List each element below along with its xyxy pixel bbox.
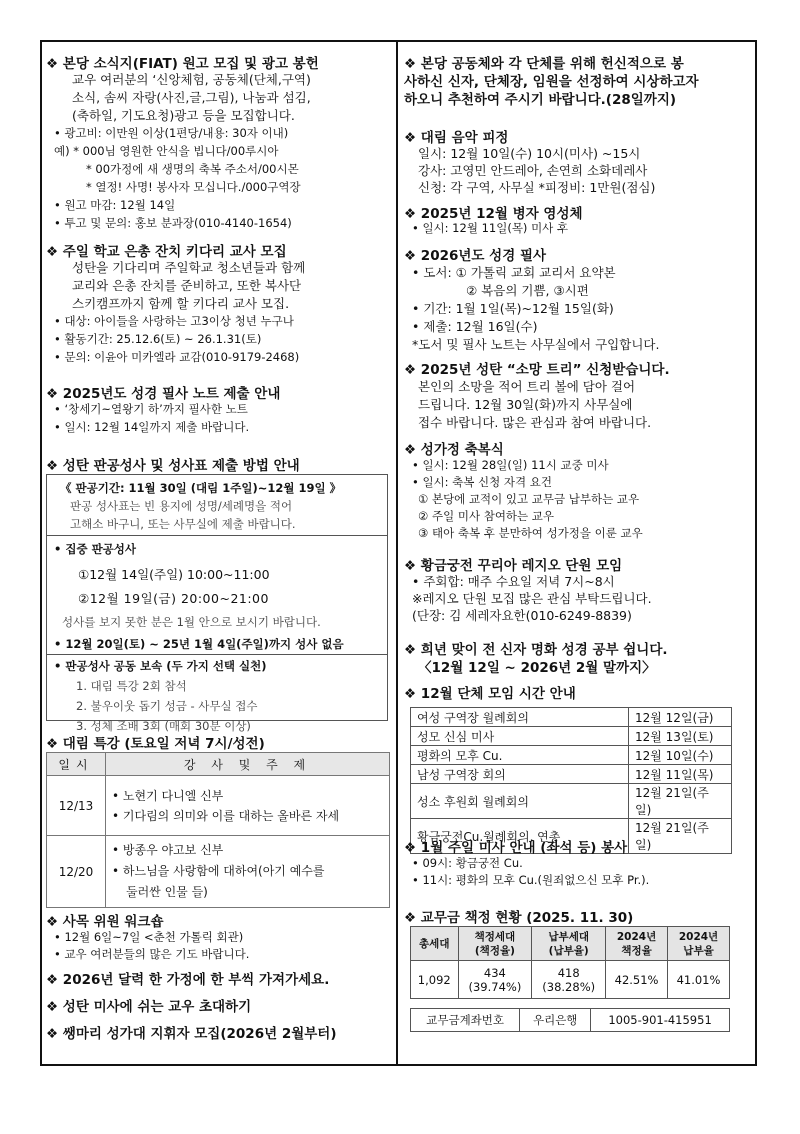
confession-period: 《 판공기간: 11월 30일 (대림 1주일)~12월 19일 》	[60, 481, 342, 495]
table-row	[411, 746, 732, 765]
anointing-title: ❖ 2025년 12월 병자 영성체	[404, 206, 583, 222]
family-line: • 일시: 축복 신청 자격 요건	[412, 475, 553, 489]
fiat-contact: • 투고 및 문의: 홍보 분과장(010-4140-1654)	[54, 216, 292, 230]
table-row	[411, 765, 732, 784]
supplement-item: 3. 성체 조배 3회 (매회 30분 이상)	[76, 719, 251, 733]
col-date-header: 일시	[47, 753, 106, 776]
confession-note: 성사를 보지 못한 분은 1월 안으로 보시기 바랍니다.	[62, 615, 321, 629]
anointing-line: • 일시: 12월 11일(목) 미사 후	[412, 221, 569, 235]
dues-header: 총세대	[411, 927, 459, 961]
table-row	[411, 1009, 730, 1032]
bible2026-line: *도서 및 필사 노트는 사무실에서 구입합니다.	[412, 337, 660, 352]
account-label: 교무금계좌번호	[411, 1009, 520, 1032]
confession-title: ❖ 성탄 판공성사 및 성사표 제출 방법 안내	[46, 458, 300, 474]
supplement-item: 1. 대림 특강 2회 참석	[76, 679, 187, 693]
left-column	[46, 44, 392, 1064]
fiat-example: 예) * 000님 영원한 안식을 빕니다/00루시아	[54, 144, 279, 158]
award-title: ❖ 본당 공동체와 각 단체를 위해 헌신적으로 봉	[404, 56, 684, 72]
fiat-example: * 00가정에 새 생명의 축복 주소서/00시몬	[86, 162, 299, 176]
dues-header: 책정세대 (책정율)	[458, 927, 532, 961]
dues-header: 2024년 책정율	[606, 927, 668, 961]
family-line: ① 본당에 교적이 있고 교무금 납부하는 교우	[418, 492, 640, 506]
legio-title: ❖ 황금궁전 꾸리아 레지오 단원 모임	[404, 558, 623, 574]
workshop-line: • 12월 6일~7일 <춘천 가톨릭 회관)	[54, 930, 244, 944]
table-row	[411, 927, 730, 961]
group-date: 12월 21일(주일)	[629, 784, 732, 819]
concert-line: 강사: 고영민 안드레아, 손연희 소화데레사	[418, 163, 648, 178]
advent-title: ❖ 대림 특강 (토요일 저녁 7시/성전)	[46, 736, 265, 752]
lecture-subject: 둘러싼 인물 들)	[126, 885, 208, 899]
groups-title: ❖ 12월 단체 모임 시간 안내	[404, 686, 576, 702]
bank-name: 우리은행	[520, 1009, 591, 1032]
bible2026-title: ❖ 2026년도 성경 필사	[404, 248, 547, 264]
fiat-line: 소식, 솜씨 자랑(사진,글,그림), 나눔과 섬김,	[72, 90, 311, 105]
lecture-speaker: • 방종우 야고보 신부	[112, 843, 224, 857]
group-name: 성모 신심 미사	[411, 727, 629, 746]
column-divider	[396, 40, 398, 1066]
concert-title: ❖ 대림 음악 피정	[404, 130, 509, 146]
tree-line: 접수 바랍니다. 많은 관심과 참여 바랍니다.	[418, 415, 652, 430]
dues-paid: 418 (38.28%)	[532, 961, 606, 999]
workshop-title: ❖ 사목 위원 워크숍	[46, 914, 164, 930]
group-meeting-table	[410, 707, 732, 854]
teacher-period: • 활동기간: 25.12.6(토) ~ 26.1.31(토)	[54, 332, 262, 346]
invite-notice: ❖ 성탄 미사에 쉬는 교우 초대하기	[46, 999, 252, 1015]
bible2026-line: ② 복음의 기쁨, ③시편	[466, 283, 589, 298]
january-line: • 09시: 황금궁전 Cu.	[412, 856, 523, 870]
lecture-speaker: • 노현기 다니엘 신부	[112, 788, 224, 803]
group-date: 12월 12일(금)	[629, 708, 732, 727]
dues-header: 납부세대 (납부율)	[532, 927, 606, 961]
concert-line: 신청: 각 구역, 사무실 *피정비: 1만원(점심)	[418, 180, 656, 195]
confession-note: 고해소 바구니, 또는 사무실에 제출 바랍니다.	[70, 517, 296, 531]
bible-note-title: ❖ 2025년도 성경 필사 노트 제출 안내	[46, 386, 281, 402]
bible2026-line: • 제출: 12월 16일(수)	[412, 319, 538, 334]
dues-header: 2024년 납부율	[668, 927, 730, 961]
confession-separator	[46, 535, 388, 536]
legio-line: ※레지오 단원 모집 많은 관심 부탁드립니다.	[412, 591, 652, 606]
bible-note-line: • 일시: 12월 14일까지 제출 바랍니다.	[54, 420, 250, 434]
table-row	[47, 776, 390, 836]
teacher-line: 스키캠프까지 함께 할 키다리 교사 모집.	[72, 296, 290, 311]
fiat-title: ❖ 본당 소식지(FIAT) 원고 모집 및 광고 봉헌	[46, 56, 319, 72]
bible2026-line: • 도서: ① 가톨릭 교회 교리서 요약본	[412, 265, 616, 280]
family-title: ❖ 성가정 축복식	[404, 442, 504, 458]
group-name: 평화의 모후 Cu.	[411, 746, 629, 765]
family-line: • 일시: 12월 28일(일) 11시 교중 미사	[412, 458, 609, 472]
award-title: 사하신 신자, 단체장, 임원을 선정하여 시상하고자	[404, 74, 699, 90]
family-line: ③ 태아 축복 후 분만하여 성가정을 이룬 교우	[418, 526, 643, 540]
tree-line: 본인의 소망을 적어 트리 볼에 담아 걸어	[418, 379, 636, 394]
session-1: ①12월 14일(주일) 10:00~11:00	[78, 567, 270, 582]
legio-line: (단장: 김 세레자요한(010-6249-8839)	[412, 608, 632, 623]
lecture-subject: • 하느님을 사랑함에 대하여(아기 예수를	[112, 864, 325, 878]
january-title: ❖ 1월 주일 미사 안내 (좌석 등) 봉사	[404, 840, 628, 856]
group-date: 12월 21일(주일)	[629, 819, 732, 854]
tree-title: ❖ 2025년 성탄 “소망 트리” 신청받습니다.	[404, 362, 670, 378]
jubilee-period: 〈12월 12일 ~ 2026년 2월 말까지〉	[418, 660, 656, 676]
table-row	[47, 836, 390, 908]
group-date: 12월 10일(수)	[629, 746, 732, 765]
table-row	[411, 708, 732, 727]
account-table	[410, 1008, 730, 1032]
group-name: 성소 후원회 월례회의	[411, 784, 629, 819]
col-topic-header: 강 사 및 주 제	[106, 753, 390, 776]
group-date: 12월 13일(토)	[629, 727, 732, 746]
table-row	[411, 961, 730, 999]
teacher-contact: • 문의: 이윤아 미카엘라 교감(010-9179-2468)	[54, 350, 300, 364]
lecture-subject: • 기다림의 의미와 이를 대하는 올바른 자세	[112, 808, 340, 823]
dues-2024-paid: 41.01%	[668, 961, 730, 999]
lecture-date: 12/13	[47, 776, 106, 836]
legio-line: • 주회합: 매주 수요일 저녁 7시~8시	[412, 574, 615, 589]
fiat-deadline: • 원고 마감: 12월 14일	[54, 198, 176, 212]
confession-separator	[46, 654, 388, 655]
account-number: 1005-901-415951	[591, 1009, 730, 1032]
intensive-title: • 집중 판공성사	[54, 542, 137, 556]
dues-assessed: 434 (39.74%)	[458, 961, 532, 999]
lecture-topic	[106, 776, 390, 836]
advent-schedule-table	[46, 752, 390, 908]
dues-total: 1,092	[411, 961, 459, 999]
group-name: 남성 구역장 회의	[411, 765, 629, 784]
calendar-notice: ❖ 2026년 달력 한 가정에 한 부씩 가져가세요.	[46, 972, 330, 988]
lecture-topic	[106, 836, 390, 908]
table-row	[411, 784, 732, 819]
workshop-line: • 교우 여러분들의 많은 기도 바랍니다.	[54, 947, 250, 961]
choir-notice: ❖ 쌩마리 성가대 지휘자 모집(2026년 2월부터)	[46, 1026, 337, 1042]
tree-line: 드립니다. 12월 30일(화)까지 사무실에	[418, 397, 633, 412]
teacher-line: 성탄을 기다리며 주일학교 청소년들과 함께	[72, 260, 306, 275]
january-line: • 11시: 평화의 모후 Cu.(원죄없으신 모후 Pr.).	[412, 873, 650, 887]
confession-note: 판공 성사표는 빈 용지에 성명/세례명을 적어	[70, 499, 293, 513]
fiat-line: 교우 여러분의 ‘신앙체험, 공동체(단체,구역)	[72, 72, 311, 87]
teacher-target: • 대상: 아이들을 사랑하는 고3이상 청년 누구나	[54, 314, 294, 328]
session-2: ②12월 19일(금) 20:00~21:00	[78, 591, 269, 606]
dues-2024-assessed: 42.51%	[606, 961, 668, 999]
fiat-example: * 열정! 사명! 봉사자 모십니다./000구역장	[86, 180, 301, 194]
lecture-date: 12/20	[47, 836, 106, 908]
dues-table	[410, 926, 730, 999]
family-line: ② 주일 미사 참여하는 교우	[418, 509, 555, 523]
right-column	[404, 44, 752, 1064]
teacher-line: 교리와 은총 잔치를 준비하고, 또한 복사단	[72, 278, 302, 293]
jubilee-title: ❖ 희년 맞이 전 신자 명화 성경 공부 쉽니다.	[404, 642, 668, 658]
supplement-item: 2. 불우이웃 돕기 성금 - 사무실 접수	[76, 699, 258, 713]
no-confession-period: • 12월 20일(토) ~ 25년 1월 4일(주일)까지 성사 없음	[54, 637, 344, 651]
bible-note-line: • ‘창세기~열왕기 하’까지 필사한 노트	[54, 402, 248, 416]
dues-title: ❖ 교무금 책정 현황 (2025. 11. 30)	[404, 910, 634, 926]
group-name: 황금궁전Cu.월례회의, 연총	[411, 819, 629, 854]
supplement-title: • 판공성사 공동 보속 (두 가지 선택 실천)	[54, 659, 267, 673]
group-name: 여성 구역장 월례회의	[411, 708, 629, 727]
fiat-line: (축하일, 기도요청)광고 등을 모집합니다.	[72, 108, 295, 123]
bible2026-line: • 기간: 1월 1일(목)~12월 15일(화)	[412, 301, 614, 316]
teacher-title: ❖ 주일 학교 은총 잔치 키다리 교사 모집	[46, 244, 287, 260]
fiat-fee: • 광고비: 이만원 이상(1편당/내용: 30자 이내)	[54, 126, 289, 140]
table-row	[411, 727, 732, 746]
award-title: 하오니 추천하여 주시기 바랍니다.(28일까지)	[404, 92, 677, 108]
group-date: 12월 11일(목)	[629, 765, 732, 784]
concert-line: 일시: 12월 10일(수) 10시(미사) ~15시	[418, 146, 641, 161]
